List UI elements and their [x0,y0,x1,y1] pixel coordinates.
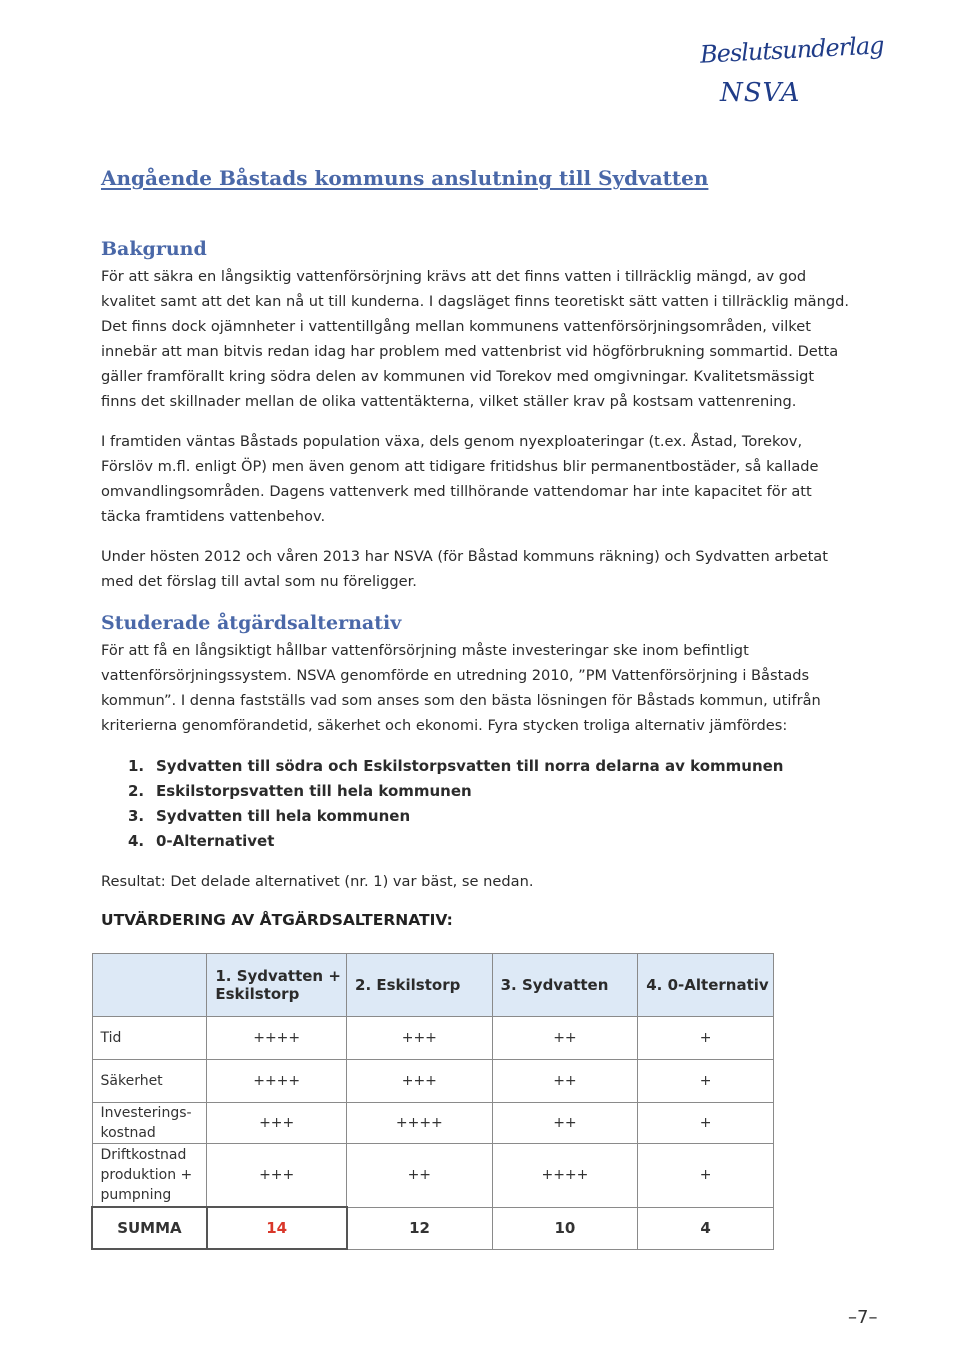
text-line: Förslöv m.fl. enligt ÖP) men även genom att tidigare fritidshus blir permanentbostäder, så kallade [101,458,819,475]
table-cell: ++ [347,1144,493,1208]
list-number: 2. [128,782,145,800]
heading-bakgrund: Bakgrund [101,238,207,260]
paragraph-bakgrund-1 [101,264,850,414]
document-title: Angående Båstads kommuns anslutning till Sydvatten [101,166,709,190]
handwritten-beslutsunderlag: Beslutsunderlag [699,31,885,69]
table-cell: ++ [492,1060,638,1103]
table-cell: ++++ [347,1103,493,1144]
table-cell: + [638,1103,774,1144]
text-line: med det förslag till avtal som nu föreligger. [101,573,417,590]
row-label: Driftkostnad produktion + pumpning [92,1144,207,1208]
summa-value-winner: 14 [207,1207,347,1249]
text-line: kommun”. I denna fastställs vad som anses som den bästa lösningen för Båstads kommun, utifrån [101,692,821,709]
table-cell: + [638,1017,774,1060]
text-line: kriterierna genomförandetid, säkerhet och ekonomi. Fyra stycken troliga alternativ jämfördes: [101,717,788,734]
list-number: 1. [128,757,145,775]
list-item [128,804,783,829]
page-number: –7– [848,1307,878,1328]
result-line [101,869,821,894]
summa-row [92,1207,774,1249]
column-header-3: 3. Sydvatten [492,954,638,1017]
column-header-4: 4. 0-Alternativ [638,954,774,1017]
row-label: Tid [92,1017,207,1060]
table-cell: + [638,1060,774,1103]
table-cell: + [638,1144,774,1208]
text-line: finns det skillnader mellan de olika vattentäkterna, vilket ställer krav på kostsam vattenrening. [101,393,797,410]
list-number: 4. [128,832,145,850]
evaluation-table [91,953,774,1250]
list-item [128,779,783,804]
list-item [128,829,783,854]
text-line: I framtiden väntas Båstads population växa, dels genom nyexploateringar (t.ex. Åstad, Torekov, [101,433,803,450]
column-header-1: 1. Sydvatten + Eskilstorp [207,954,347,1017]
table-row [92,1103,774,1144]
list-text: 0-Alternativet [156,832,275,850]
text-line: gäller framförallt kring södra delen av kommunen vid Torekov med omgivningar. Kvalitetsmässigt [101,368,815,385]
text-line: För att säkra en långsiktig vattenförsörjning krävs att det finns vatten i tillräcklig mängd, av god [101,268,807,285]
text-line: vattenförsörjningssystem. NSVA genomförde en utredning 2010, ”PM Vattenförsörjning i Båstads [101,667,810,684]
column-header-2: 2. Eskilstorp [347,954,493,1017]
paragraph-bakgrund-3 [101,544,828,594]
text-line: innebär att man bitvis redan idag har problem med vattenbrist vid högförbrukning sommartid. Detta [101,343,839,360]
text-line: För att få en långsiktigt hållbar vattenförsörjning måste investeringar ske inom befintligt [101,642,749,659]
table-cell: +++ [207,1103,347,1144]
list-text: Sydvatten till södra och Eskilstorpsvatten till norra delarna av kommunen [156,757,784,775]
text-line: Resultat: Det delade alternativet (nr. 1) var bäst, se nedan. [101,873,534,890]
row-label: Investerings-kostnad [92,1103,207,1144]
table-cell: ++++ [207,1017,347,1060]
table-header-row [92,954,774,1017]
table-cell: ++ [492,1103,638,1144]
summa-label: SUMMA [92,1207,207,1249]
summa-value: 4 [638,1207,774,1249]
text-line: kvalitet samt att det kan nå ut till kunderna. I dagsläget finns teoretiskt sätt vatten i tillräcklig mängd. [101,293,850,310]
evaluation-heading: UTVÄRDERING AV ÅTGÄRDSALTERNATIV: [101,911,453,929]
summa-value: 10 [492,1207,638,1249]
table-row [92,1144,774,1208]
list-text: Eskilstorpsvatten till hela kommunen [156,782,472,800]
table-cell: ++++ [492,1144,638,1208]
handwritten-nsva: NSVA [720,78,801,108]
table-cell: +++ [347,1017,493,1060]
row-label: Säkerhet [92,1060,207,1103]
text-line: omvandlingsområden. Dagens vattenverk med tillhörande vattendomar har inte kapacitet för att [101,483,812,500]
alternatives-list [128,754,783,854]
table-cell: ++ [492,1017,638,1060]
summa-value: 12 [347,1207,493,1249]
paragraph-studerade [101,638,821,738]
list-number: 3. [128,807,145,825]
list-text: Sydvatten till hela kommunen [156,807,411,825]
text-line: täcka framtidens vattenbehov. [101,508,326,525]
table-row [92,1017,774,1060]
header-blank-cell [92,954,207,1017]
handwritten-annotation [699,30,885,120]
table-cell: +++ [207,1144,347,1208]
text-line: Det finns dock ojämnheter i vattentillgång mellan kommunens vattenförsörjningsområden, vilket [101,318,811,335]
table-cell: +++ [347,1060,493,1103]
table-cell: ++++ [207,1060,347,1103]
table-row [92,1060,774,1103]
list-item [128,754,783,779]
paragraph-bakgrund-2 [101,429,821,529]
heading-studerade-atgardsalternativ: Studerade åtgärdsalternativ [101,612,402,634]
text-line: Under hösten 2012 och våren 2013 har NSVA (för Båstad kommuns räkning) och Sydvatten arbetat [101,548,828,565]
